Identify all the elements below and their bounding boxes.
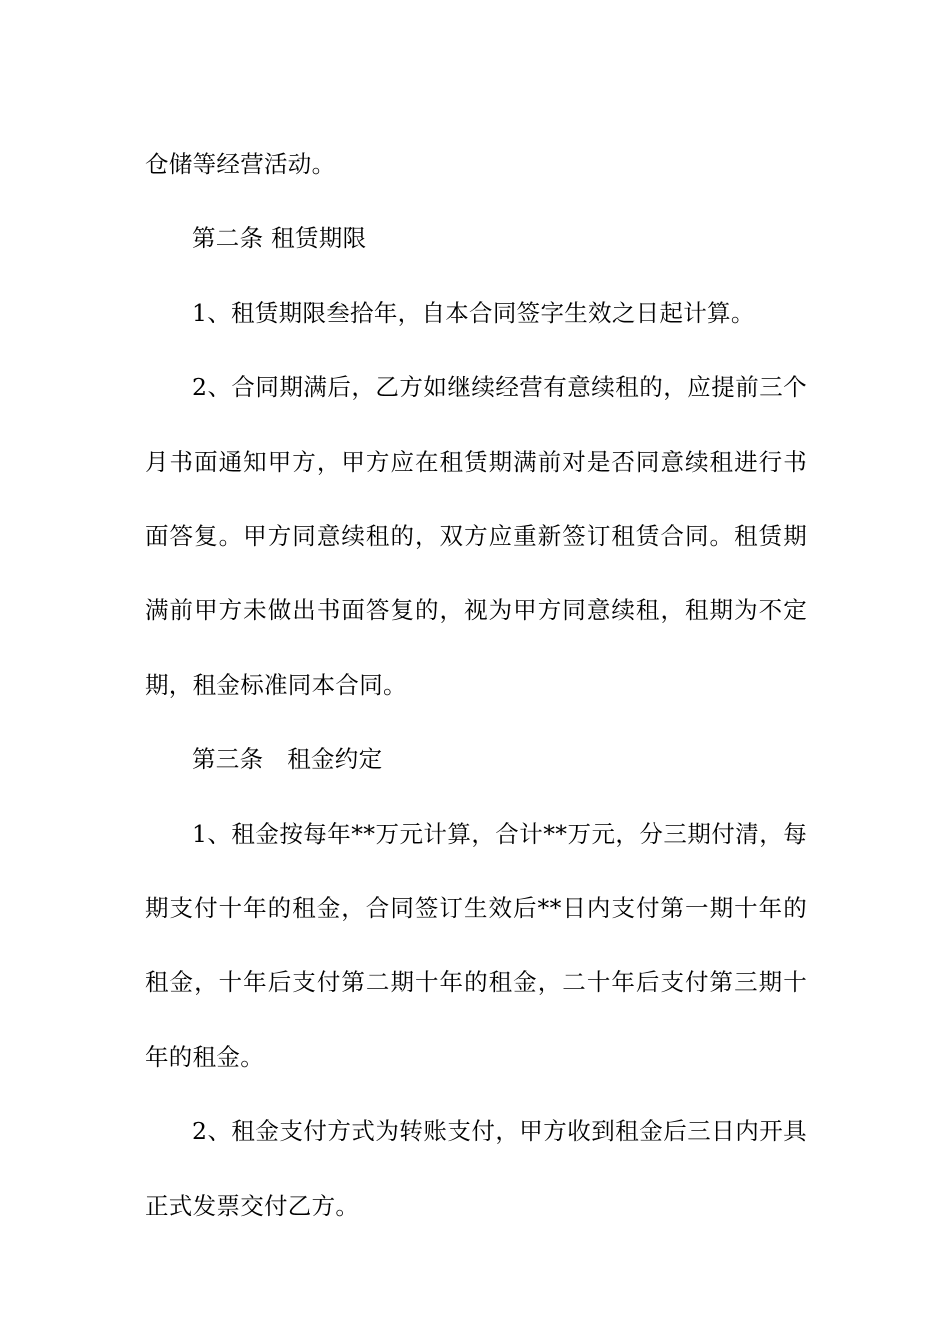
document-body	[145, 127, 807, 1243]
article-3-clause-1: 1、租金按每年**万元计算，合计**万元，分三期付清，每期支付十年的租金，合同签订生效后**日内支付第一期十年的租金，十年后支付第二期十年的租金，二十年后支付第三期十年的租金。	[145, 819, 807, 1071]
article-3-heading: 第三条 租金约定	[192, 745, 383, 774]
article-3-clause-2: 2、租金支付方式为转账支付，甲方收到租金后三日内开具正式发票交付乙方。	[145, 1117, 807, 1220]
article-2-clause-1: 1、租赁期限叁拾年，自本合同签字生效之日起计算。	[192, 298, 755, 327]
article-2-heading: 第二条 租赁期限	[192, 224, 367, 253]
article-2-clause-2: 2、合同期满后，乙方如继续经营有意续租的，应提前三个月书面通知甲方，甲方应在租赁期满前对是否同意续租进行书面答复。甲方同意续租的，双方应重新签订租赁合同。租赁期满前甲方未做出书面答复的，视为甲方同意续租，租期为不定期，租金标准同本合同。	[145, 373, 807, 699]
paragraph-continuation: 仓储等经营活动。	[145, 150, 336, 178]
